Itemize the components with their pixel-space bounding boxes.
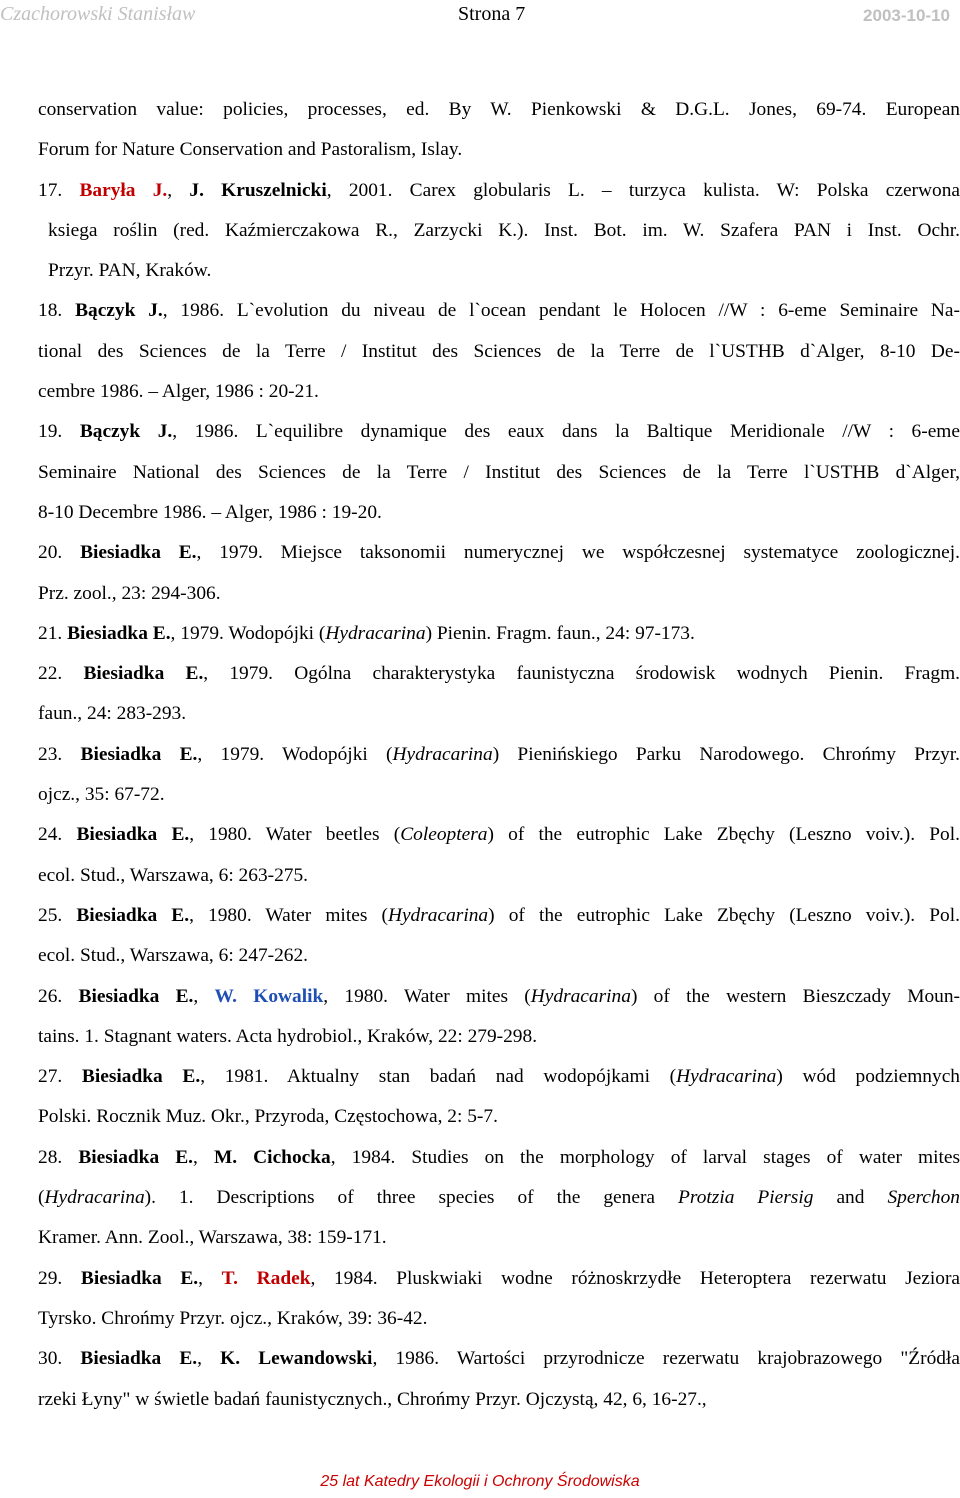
entry-text: Forum for Nature Conservation and Pastoralism, Islay.	[38, 139, 463, 161]
bibliography-entry	[38, 1138, 960, 1259]
italic-term: Sperchon	[887, 1187, 960, 1209]
entry-text: rzeki Łyny" w świetle badań faunistycznych., Chrońmy Przyr. Ojczystą, 42, 6, 16-27.,	[38, 1388, 707, 1410]
entry-line	[38, 533, 960, 573]
entry-text: conservation value: policies, processes, ed. By W. Pienkowski & D.G.L. Jones, 69-74. European	[38, 99, 960, 120]
entry-line	[38, 412, 960, 452]
entry-line	[38, 1380, 960, 1420]
italic-term: Hydracarina	[530, 985, 631, 1007]
entry-text: , 1984. Pluskwiaki wodne różnoskrzydłe Heteroptera rezerwatu Jeziora	[310, 1267, 960, 1289]
entry-line	[38, 936, 960, 976]
entry-text: ,	[167, 179, 190, 201]
italic-term: Hydracarina	[387, 904, 489, 926]
bibliography-entry	[38, 412, 960, 533]
entry-line	[38, 211, 960, 251]
author-name: K. Lewandowski	[220, 1348, 373, 1370]
entry-text: tains. 1. Stagnant waters. Acta hydrobiol., Kraków, 22: 279-298.	[38, 1025, 538, 1047]
entry-text: , 1986. L`evolution du niveau de l`ocean pendant le Holocen //W : 6-eme Seminaire Na-	[162, 300, 960, 322]
entry-text: 17.	[38, 179, 80, 201]
entry-text: Seminaire National des Sciences de la Terre / Institut des Sciences de la Terre l`USTHB d`Alger,	[38, 461, 960, 483]
entry-line	[38, 171, 960, 211]
entry-text: 27.	[38, 1066, 82, 1088]
entry-text: ,	[193, 985, 215, 1007]
entry-line	[38, 291, 960, 331]
entry-text: , 1986. Wartości przyrodnicze rezerwatu krajobrazowego "Źródła	[372, 1348, 960, 1370]
entry-text: , 1981. Aktualny stan badań nad wodopójkami (	[200, 1066, 677, 1088]
entry-text: 24.	[38, 824, 77, 846]
entry-text: ,	[193, 1146, 214, 1168]
entry-text: ) of the eutrophic Lake Zbęchy (Leszno voiv.). Pol.	[488, 904, 960, 926]
bibliography-entry	[38, 1339, 960, 1420]
entry-text: 23.	[38, 743, 81, 765]
entry-text: ksiega roślin (red. Kaźmierczakowa R., Zarzycki K.). Inst. Bot. im. W. Szafera PAN i Inst. Ochr.	[48, 219, 960, 241]
entry-line	[38, 1218, 960, 1258]
entry-text: 21.	[38, 622, 68, 644]
entry-text: ) of the eutrophic Lake Zbęchy (Leszno voiv.). Pol.	[487, 824, 960, 846]
entry-text: (	[38, 1187, 45, 1209]
entry-text: ). 1. Descriptions of three species of the genera	[144, 1187, 679, 1209]
entry-line	[38, 1057, 960, 1097]
italic-term: Hydracarina	[44, 1187, 145, 1209]
entry-text: Kramer. Ann. Zool., Warszawa, 38: 159-171.	[38, 1227, 387, 1249]
entry-text: Prz. zool., 23: 294-306.	[38, 582, 221, 604]
entry-text: ecol. Stud., Warszawa, 6: 247-262.	[38, 945, 309, 967]
author-name: Biesiadka E.	[80, 743, 198, 765]
entry-text: , 1980. Water mites (	[189, 904, 388, 926]
author-name: Bączyk J.	[75, 300, 163, 322]
entry-line	[38, 251, 960, 291]
entry-text: , 1979. Miejsce taksonomii numerycznej we współczesnej systematyce zoologicznej.	[196, 542, 960, 564]
entry-text: , 1980. Water beetles (	[189, 824, 401, 846]
entry-text: , 1979. Wodopójki (	[170, 622, 326, 644]
entry-line	[38, 574, 960, 614]
entry-text: ojcz., 35: 67-72.	[38, 784, 165, 806]
author-name: Bączyk J.	[79, 421, 173, 443]
entry-text: ,	[197, 1348, 221, 1370]
author-name: Biesiadka E.	[80, 1348, 198, 1370]
entry-line	[38, 735, 960, 775]
entry-text: 8-10 Decembre 1986. – Alger, 1986 : 19-20.	[38, 501, 382, 523]
entry-text: ) of the western Bieszczady Moun-	[630, 985, 960, 1007]
entry-line	[38, 815, 960, 855]
entry-text: Przyr. PAN, Kraków.	[48, 260, 212, 282]
author-name: Biesiadka E.	[80, 1267, 199, 1289]
entry-text: 28.	[38, 1146, 79, 1168]
entry-line	[38, 614, 960, 654]
header-date: 2003-10-10	[863, 6, 950, 25]
bibliography-entry	[38, 614, 960, 654]
entry-line	[38, 1299, 960, 1339]
entry-line	[38, 775, 960, 815]
entry-line	[38, 332, 960, 372]
entry-line	[38, 1259, 960, 1299]
entry-text: , 1979. Ogólna charakterystyka faunistyczna środowisk wodnych Pienin. Fragm.	[203, 663, 960, 685]
entry-line	[38, 1017, 960, 1057]
entry-text: Polski. Rocznik Muz. Okr., Przyroda, Częstochowa, 2: 5-7.	[38, 1106, 498, 1128]
author-name: Biesiadka E.	[83, 663, 204, 685]
entry-text: ) Pienińskiego Parku Narodowego. Chrońmy Przyr.	[492, 743, 960, 765]
bibliography-entry	[38, 896, 960, 977]
author-name: J. Kruszelnicki	[189, 179, 327, 201]
author-name-highlighted: W. Kowalik	[214, 985, 324, 1007]
bibliography-entry	[38, 815, 960, 896]
entry-text: ) Pienin. Fragm. faun., 24: 97-173.	[425, 622, 695, 644]
entry-text: ) wód podziemnych	[776, 1066, 960, 1088]
entry-text: and	[813, 1187, 888, 1209]
header-page-number: Strona 7	[458, 3, 526, 25]
entry-text: , 1986. L`equilibre dynamique des eaux dans la Baltique Meridionale //W : 6-eme	[172, 421, 960, 443]
entry-line	[38, 977, 960, 1017]
entry-text: 25.	[38, 904, 77, 926]
entry-text: , 1979. Wodopójki (	[197, 743, 393, 765]
entry-text: ecol. Stud., Warszawa, 6: 263-275.	[38, 864, 309, 886]
italic-term: Coleoptera	[400, 824, 488, 846]
italic-term: Protzia Piersig	[678, 1187, 814, 1209]
author-name: M. Cichocka	[213, 1146, 331, 1168]
entry-text: 29.	[38, 1267, 81, 1289]
author-name: Biesiadka E.	[80, 542, 197, 564]
entry-text: 26.	[38, 985, 79, 1007]
author-name: Biesiadka E.	[78, 1146, 194, 1168]
author-name: Biesiadka E.	[67, 622, 171, 644]
author-name: Biesiadka E.	[76, 824, 190, 846]
entry-text: faun., 24: 283-293.	[38, 703, 187, 725]
italic-term: Hydracarina	[325, 622, 426, 644]
author-name-highlighted: Baryła J.	[79, 179, 168, 201]
bibliography-entry	[38, 1259, 960, 1340]
entry-text: , 1984. Studies on the morphology of larval stages of water mites	[330, 1146, 960, 1168]
entry-line	[38, 1138, 960, 1178]
italic-term: Hydracarina	[676, 1066, 777, 1088]
entry-line	[38, 694, 960, 734]
entry-text: ,	[198, 1267, 222, 1289]
entry-line	[38, 130, 960, 170]
bibliography-entry	[38, 1057, 960, 1138]
bibliography-entry	[38, 977, 960, 1058]
entry-text: , 2001. Carex globularis L. – turzyca kulista. W: Polska czerwona	[326, 179, 960, 201]
bibliography-entry	[38, 533, 960, 614]
author-name: Biesiadka E.	[81, 1066, 201, 1088]
bibliography-entry	[38, 735, 960, 816]
entry-text: tional des Sciences de la Terre / Institut des Sciences de la Terre de l`USTHB d`Alger, 8-10 De-	[38, 340, 960, 362]
entry-text: 22.	[38, 663, 84, 685]
bibliography-entry	[38, 171, 960, 292]
entry-line	[38, 896, 960, 936]
entry-text: 18.	[38, 300, 76, 322]
entry-line	[38, 856, 960, 896]
entry-text: 20.	[38, 542, 81, 564]
author-name: Biesiadka E.	[78, 985, 194, 1007]
bibliography-entry	[38, 90, 960, 171]
entry-text: , 1980. Water mites (	[323, 985, 531, 1007]
entry-line	[38, 654, 960, 694]
entry-line	[38, 90, 960, 130]
italic-term: Hydracarina	[392, 743, 493, 765]
footer-title: 25 lat Katedry Ekologii i Ochrony Środowiska	[320, 1473, 640, 1490]
entry-text: 19.	[38, 421, 80, 443]
header-author: Czachorowski Stanisław	[0, 3, 196, 25]
author-name-highlighted: T. Radek	[221, 1267, 311, 1289]
entry-line	[38, 1339, 960, 1379]
entry-line	[38, 372, 960, 412]
bibliography-entry	[38, 654, 960, 735]
bibliography-entry	[38, 291, 960, 412]
entry-text: 30.	[38, 1348, 81, 1370]
author-name: Biesiadka E.	[76, 904, 190, 926]
entry-text: cembre 1986. – Alger, 1986 : 20-21.	[38, 381, 319, 403]
entry-line	[38, 493, 960, 533]
entry-line	[38, 1178, 960, 1218]
entry-line	[38, 1097, 960, 1137]
bibliography-list	[38, 90, 960, 1420]
entry-line	[38, 453, 960, 493]
entry-text: Tyrsko. Chrońmy Przyr. ojcz., Kraków, 39: 36-42.	[38, 1307, 428, 1329]
